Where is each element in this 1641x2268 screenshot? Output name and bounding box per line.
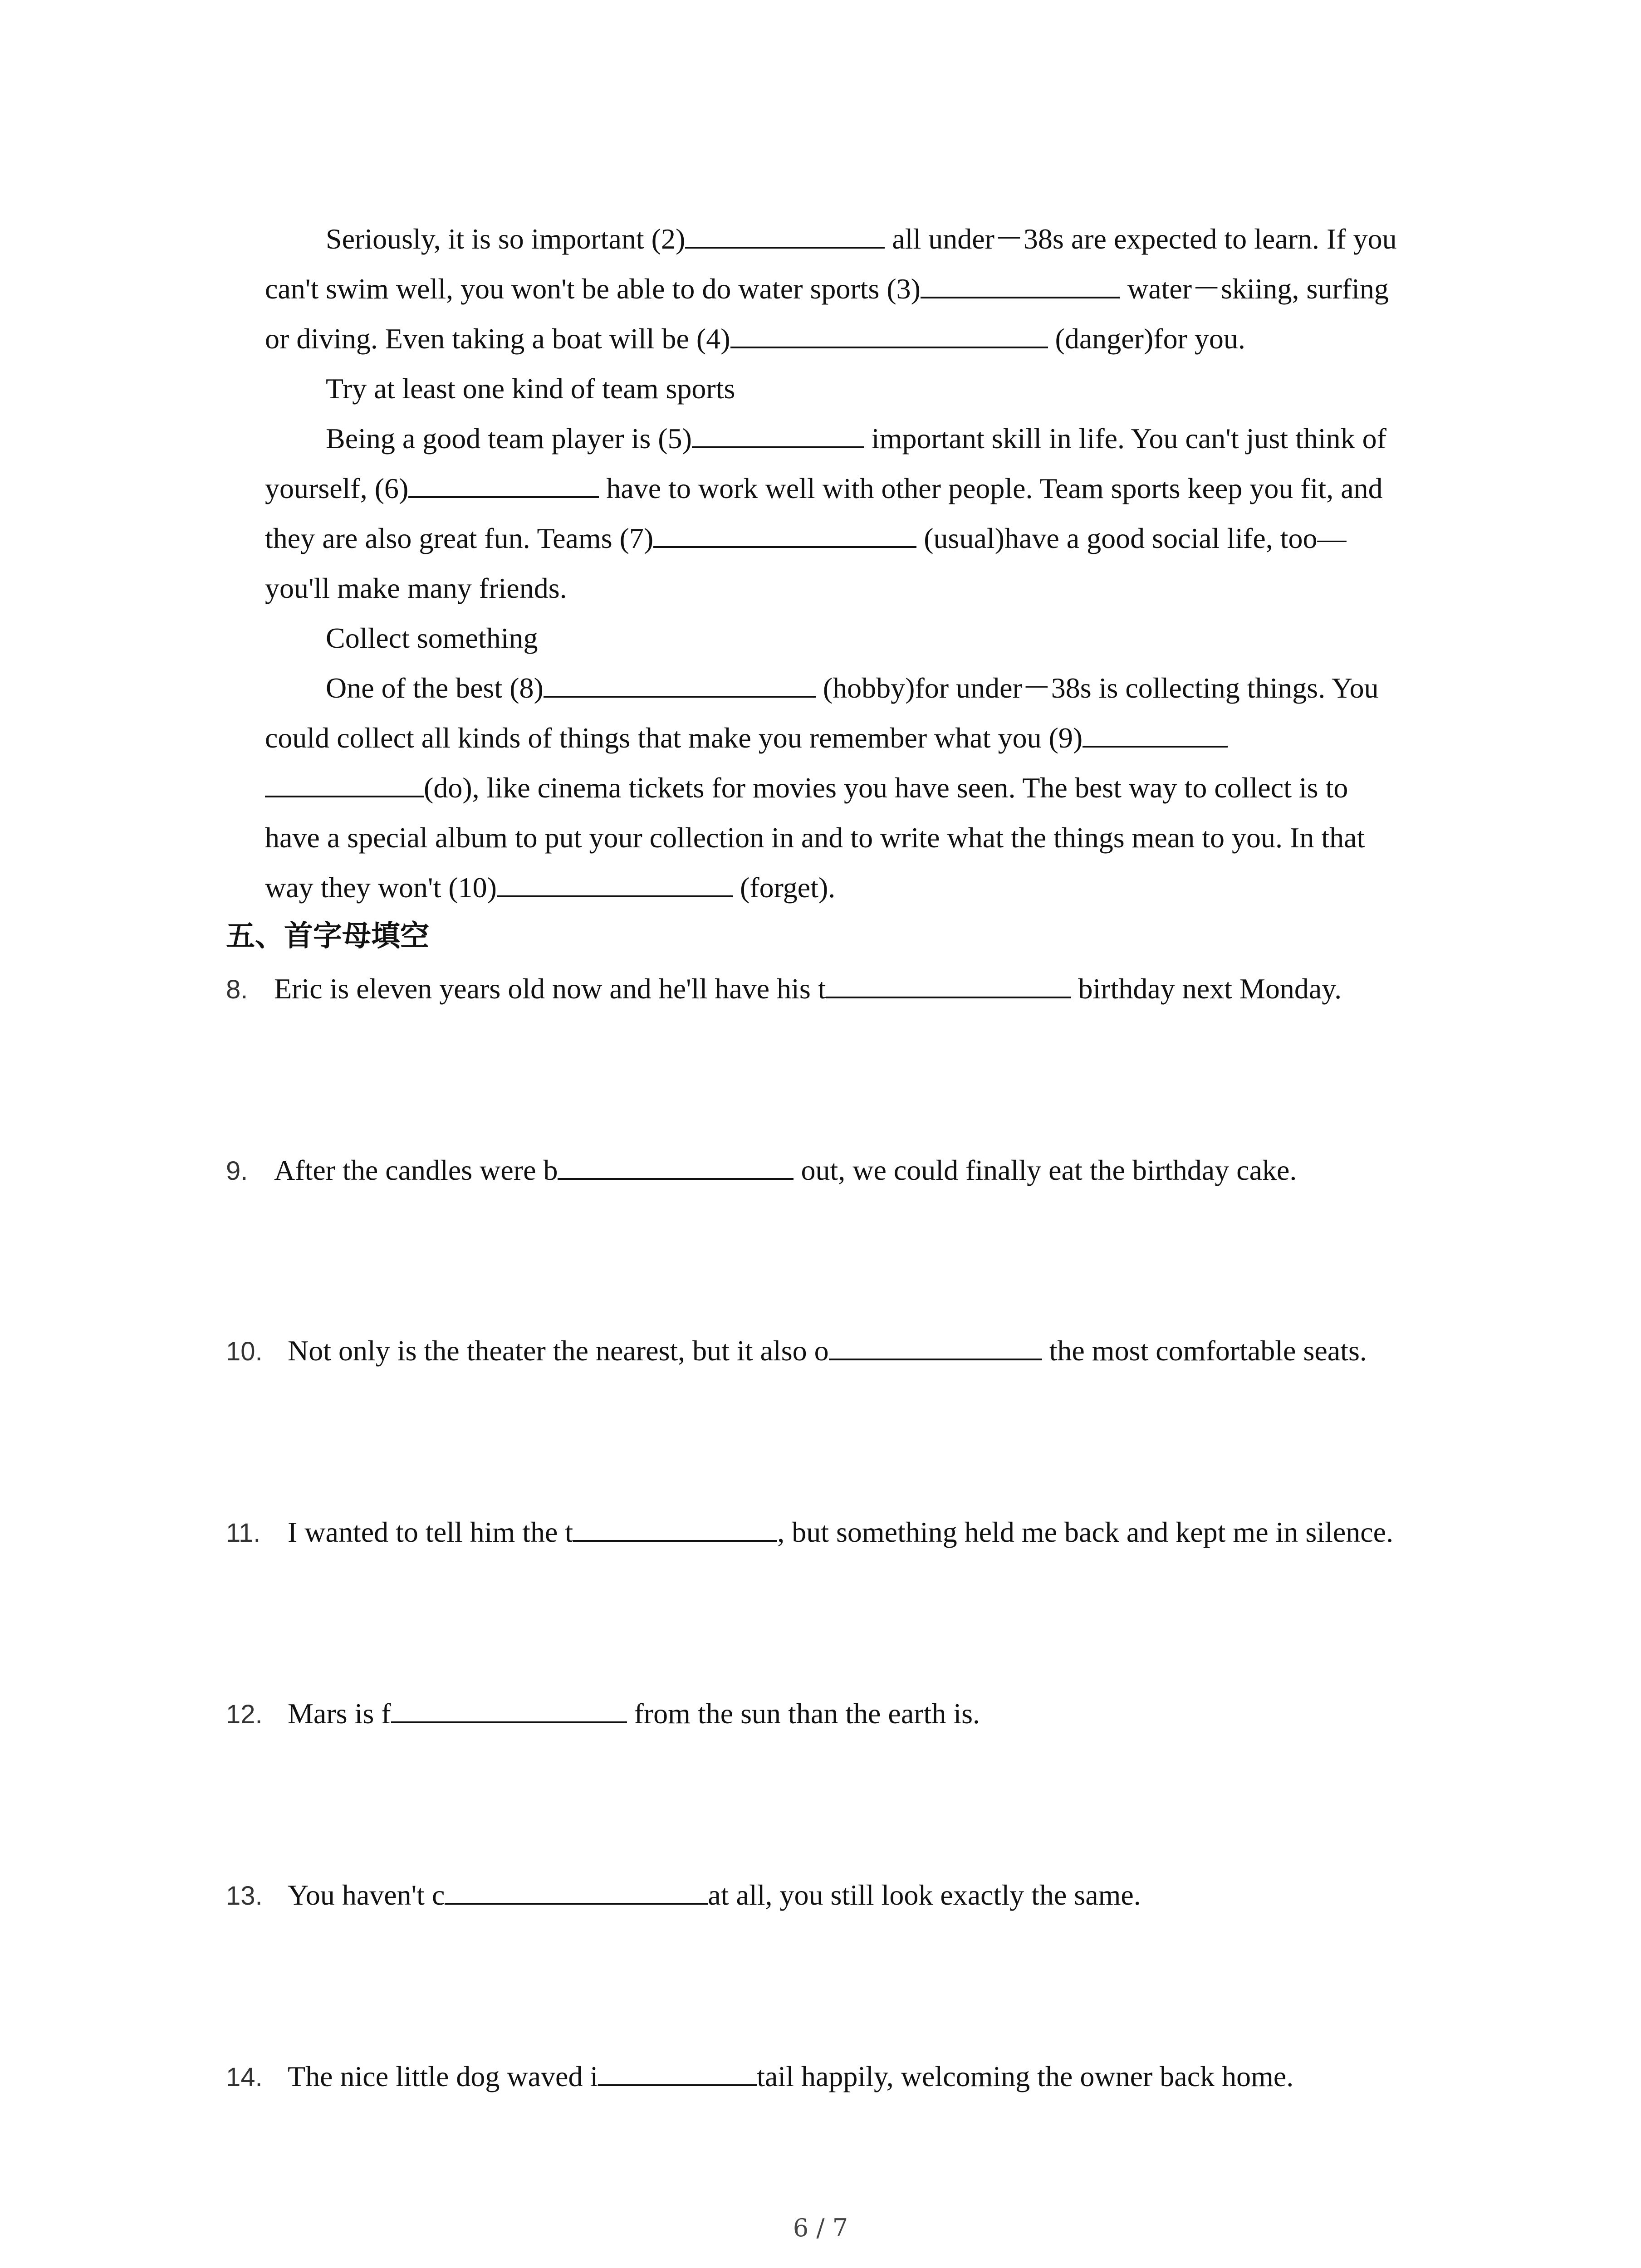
passage-line: yourself, (6) have to work well with other people. Team sports keep you fit, and — [265, 464, 1445, 513]
question-12: 12. Mars is f from the sun than the earth is. — [226, 1691, 980, 1737]
blank-5[interactable] — [692, 417, 864, 448]
answer-blank[interactable] — [598, 2055, 757, 2086]
passage-line: Being a good team player is (5) important skill in life. You can't just think of — [265, 414, 1445, 464]
answer-blank[interactable] — [826, 968, 1071, 998]
passage-line: they are also great fun. Teams (7) (usual)have a good social life, too— — [265, 513, 1445, 563]
answer-blank[interactable] — [829, 1330, 1042, 1360]
passage-subheading: Collect something — [326, 622, 538, 654]
reading-passage — [265, 214, 1445, 913]
passage-line: Seriously, it is so important (2) all under－38s are expected to learn. If you — [265, 214, 1445, 264]
question-number: 13. — [226, 1881, 263, 1911]
blank-7[interactable] — [653, 517, 916, 548]
section-heading: 五、首字母填空 — [226, 920, 429, 952]
blank-10[interactable] — [497, 866, 733, 897]
blank-6[interactable] — [408, 467, 599, 498]
question-number: 12. — [226, 1700, 263, 1729]
question-number: 8. — [226, 975, 248, 1004]
question-14: 14. The nice little dog waved i tail happily, welcoming the owner back home. — [226, 2054, 1293, 2100]
question-number: 14. — [226, 2063, 263, 2092]
blank-2[interactable] — [685, 218, 885, 249]
question-8: 8. Eric is eleven years old now and he'll have his t birthday next Monday. — [226, 966, 1342, 1012]
question-13: 13. You haven't c at all, you still look exactly the same. — [226, 1872, 1141, 1919]
blank-9[interactable] — [1083, 717, 1228, 748]
passage-subheading: Try at least one kind of team sports — [326, 372, 735, 405]
page-number: 6 / 7 — [793, 2214, 848, 2242]
answer-blank[interactable] — [445, 1874, 708, 1905]
question-number: 10. — [226, 1337, 263, 1366]
passage-line: (do), like cinema tickets for movies you have seen. The best way to collect is to — [265, 763, 1445, 813]
blank-3[interactable] — [921, 268, 1120, 298]
passage-line: you'll make many friends. — [265, 572, 567, 604]
question-number: 11. — [226, 1518, 261, 1548]
question-number: 9. — [226, 1156, 248, 1186]
passage-line: or diving. Even taking a boat will be (4) (danger)for you. — [265, 314, 1445, 364]
passage-line: could collect all kinds of things that make you remember what you (9) — [265, 713, 1445, 763]
passage-line: One of the best (8) (hobby)for under－38s is collecting things. You — [265, 663, 1445, 713]
passage-line: way they won't (10) (forget). — [265, 863, 1445, 913]
question-11: 11. I wanted to tell him the t , but something held me back and kept me in silence. — [226, 1510, 1393, 1556]
blank-4[interactable] — [730, 318, 1048, 348]
answer-blank[interactable] — [573, 1511, 777, 1542]
passage-line: can't swim well, you won't be able to do water sports (3) water－skiing, surfing — [265, 264, 1445, 314]
blank-9-cont[interactable] — [265, 767, 424, 797]
passage-line: have a special album to put your collection in and to write what the things mean to you. In that — [265, 821, 1365, 854]
question-9: 9. After the candles were b out, we could finally eat the birthday cake. — [226, 1148, 1297, 1194]
answer-blank[interactable] — [558, 1149, 794, 1180]
blank-8[interactable] — [544, 667, 816, 698]
answer-blank[interactable] — [391, 1692, 627, 1723]
question-10: 10. Not only is the theater the nearest, but it also o the most comfortable seats. — [226, 1328, 1367, 1374]
